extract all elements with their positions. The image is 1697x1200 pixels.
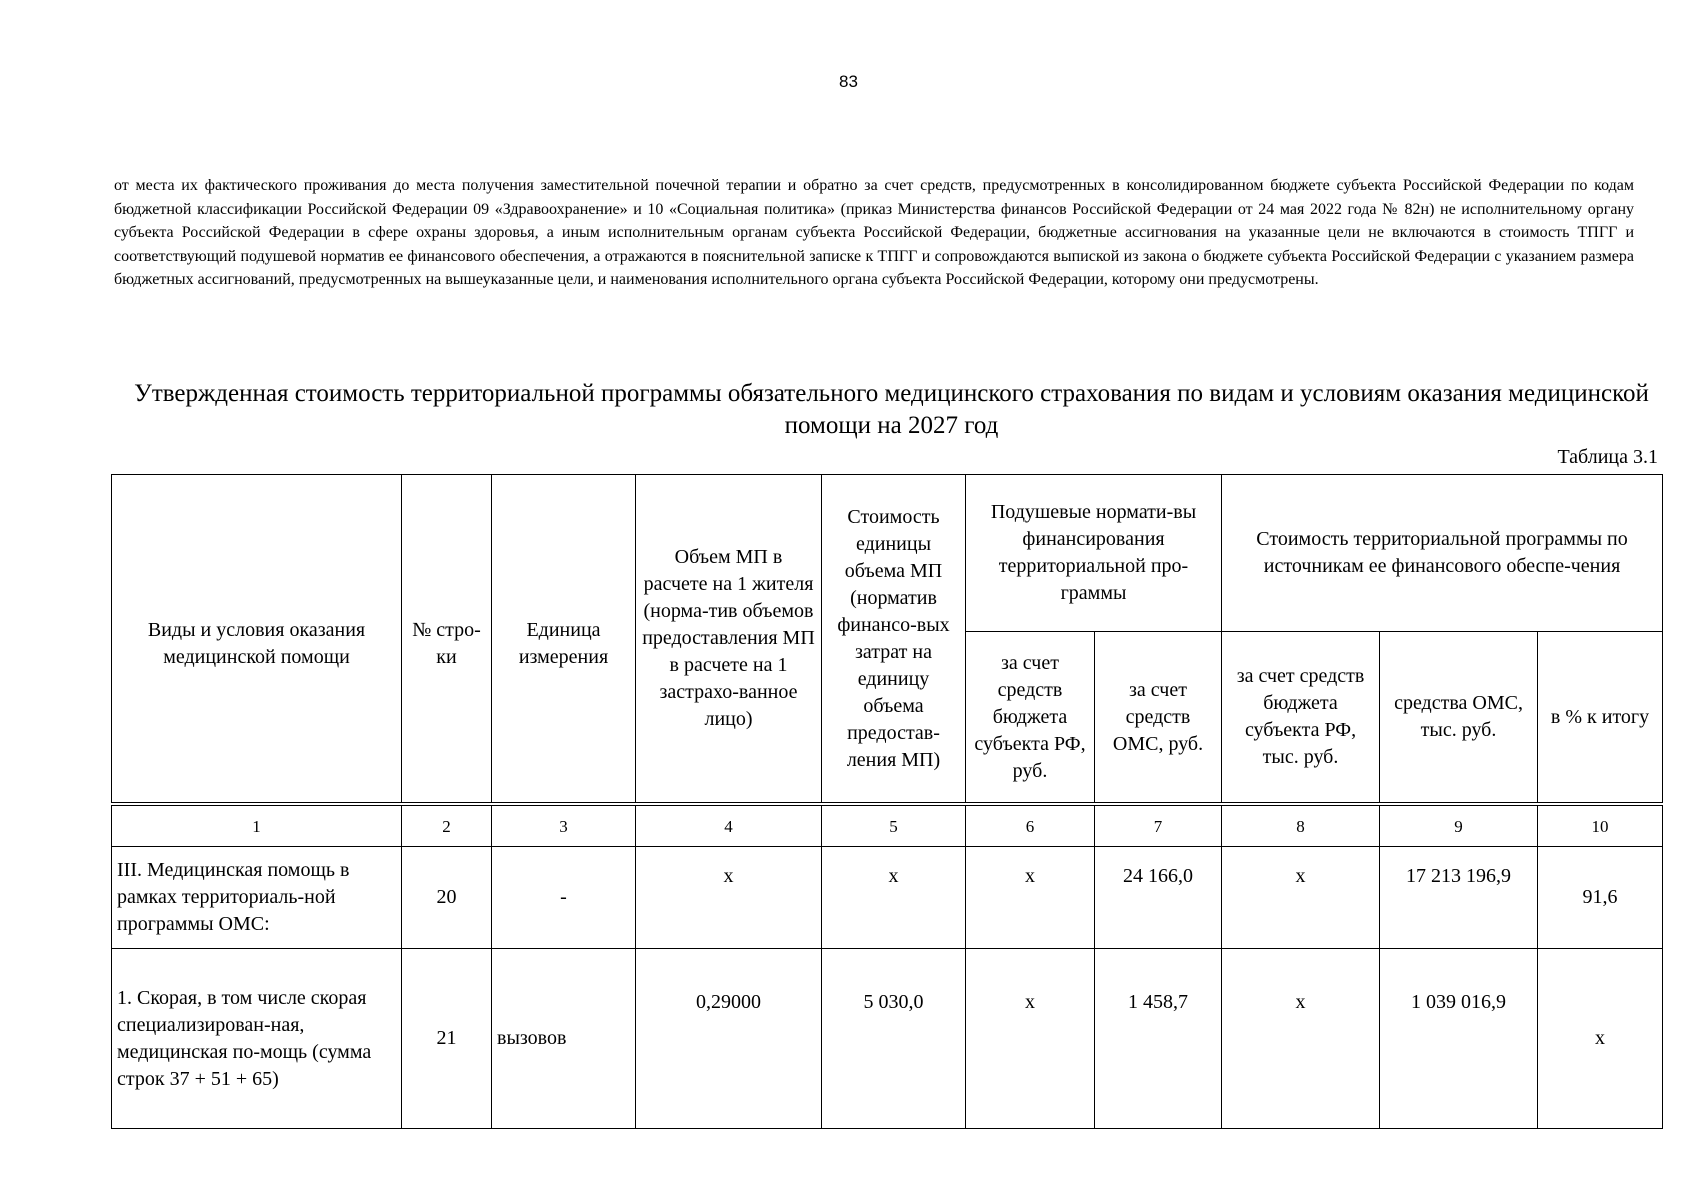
row-volume: 0,29000 <box>636 949 822 1129</box>
row-cost-budget: х <box>1222 847 1380 949</box>
row-cost-oms: 17 213 196,9 <box>1380 847 1538 949</box>
header-cost-group: Стоимость территориальной программы по источникам ее финансового обеспе-чения <box>1222 475 1663 632</box>
table-row <box>112 847 1663 949</box>
row-line-number: 20 <box>402 847 492 949</box>
column-number: 4 <box>636 806 822 847</box>
header-kinds: Виды и условия оказания медицинской помощи <box>112 475 402 803</box>
row-per-capita-budget: х <box>966 847 1095 949</box>
row-cost-oms: 1 039 016,9 <box>1380 949 1538 1129</box>
cost-table <box>111 474 1663 1129</box>
column-number: 6 <box>966 806 1095 847</box>
column-number: 9 <box>1380 806 1538 847</box>
row-percent: х <box>1538 949 1663 1129</box>
column-number: 5 <box>822 806 966 847</box>
row-unit: вызовов <box>492 949 636 1129</box>
header-unit-cost: Стоимость единицы объема МП (норматив финансо-вых затрат на единицу объема предостав-ления МП) <box>822 475 966 803</box>
column-number: 8 <box>1222 806 1380 847</box>
header-per-capita-budget: за счет средств бюджета субъекта РФ, руб. <box>966 632 1095 803</box>
row-name: 1. Скорая, в том числе скорая специализирован-ная, медицинская по-мощь (сумма строк 37 + 51 + 65) <box>112 949 402 1129</box>
row-volume: х <box>636 847 822 949</box>
intro-paragraph: от места их фактического проживания до места получения заместительной почечной терапии и обратно за счет средств, предусмотренных в консолидированном бюджете субъекта Российской Федерации по кодам бюджетной классификации Российской Федерации 09 «Здравоохранение» и 10 «Социальная политика» (приказ Министерства финансов Российской Федерации от 24 мая 2022 года № 82н) не исполнительному органу субъекта Российской Федерации в сфере охраны здоровья, а иным исполнительным органам субъекта Российской Федерации, бюджетные ассигнования на указанные цели не включаются в стоимость ТПГГ и соответствующий подушевой норматив ее финансового обеспечения, а отражаются в пояснительной записке к ТПГГ и сопровождаются выпиской из закона о бюджете субъекта Российской Федерации с указанием размера бюджетных ассигнований, предусмотренных на вышеуказанные цели, и наименования исполнительного органа субъекта Российской Федерации, которому они предусмотрены. <box>114 177 1634 288</box>
row-name: III. Медицинская помощь в рамках территориаль-ной программы ОМС: <box>112 847 402 949</box>
page-number: 83 <box>839 72 858 91</box>
row-unit-cost: 5 030,0 <box>822 949 966 1129</box>
header-unit: Единица измерения <box>492 475 636 803</box>
row-per-capita-oms: 1 458,7 <box>1095 949 1222 1129</box>
row-per-capita-oms: 24 166,0 <box>1095 847 1222 949</box>
header-per-capita-group: Подушевые нормати-вы финансирования территориальной про-граммы <box>966 475 1222 632</box>
column-number: 7 <box>1095 806 1222 847</box>
column-number: 3 <box>492 806 636 847</box>
row-percent: 91,6 <box>1538 847 1663 949</box>
column-number: 10 <box>1538 806 1663 847</box>
row-cost-budget: х <box>1222 949 1380 1129</box>
header-per-capita-oms: за счет средств ОМС, руб. <box>1095 632 1222 803</box>
column-number: 1 <box>112 806 402 847</box>
header-row-1 <box>112 475 1663 632</box>
header-percent: в % к итогу <box>1538 632 1663 803</box>
table-number: Таблица 3.1 <box>1557 446 1658 468</box>
column-number: 2 <box>402 806 492 847</box>
row-unit: - <box>492 847 636 949</box>
header-volume: Объем МП в расчете на 1 жителя (норма-тив объемов предоставления МП в расчете на 1 застрахо-ванное лицо) <box>636 475 822 803</box>
row-per-capita-budget: х <box>966 949 1095 1129</box>
column-number-row <box>112 806 1663 847</box>
header-cost-oms: средства ОМС, тыс. руб. <box>1380 632 1538 803</box>
row-unit-cost: х <box>822 847 966 949</box>
table-row <box>112 949 1663 1129</box>
header-line-number: № стро-ки <box>402 475 492 803</box>
row-line-number: 21 <box>402 949 492 1129</box>
table-title: Утвержденная стоимость территориальной программы обязательного медицинского страхования по видам и условиям оказания медицинской помощи на 2027 год <box>134 380 1649 439</box>
header-cost-budget: за счет средств бюджета субъекта РФ, тыс. руб. <box>1222 632 1380 803</box>
